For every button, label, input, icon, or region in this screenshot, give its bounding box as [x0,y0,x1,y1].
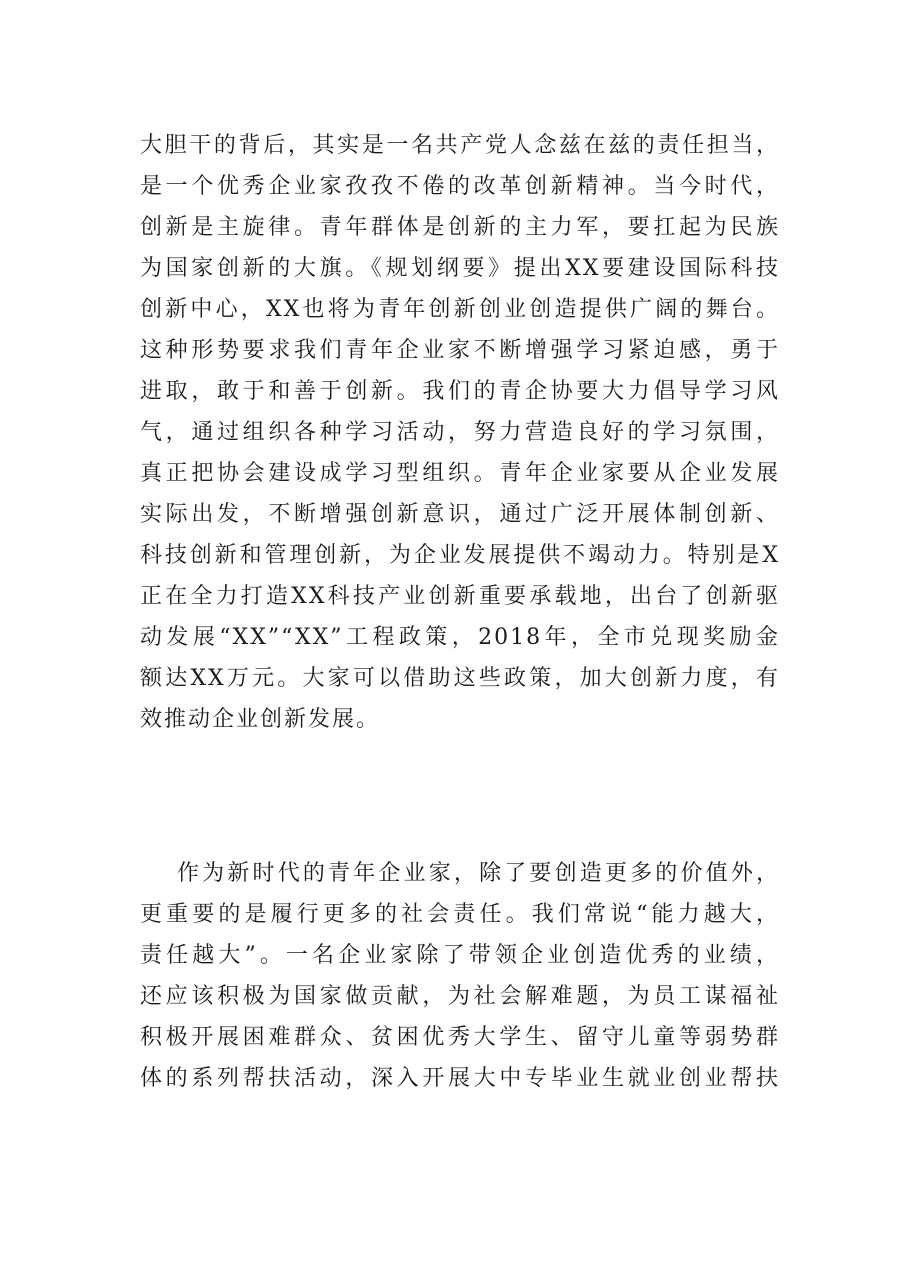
text-line: 实际出发，不断增强创新意识，通过广泛开展体制创新、 [140,502,780,527]
text-line: 体的系列帮扶活动，深入开展大中专毕业生就业创业帮扶 [140,1066,780,1091]
text-line: 动发展“XX”“XX”工程政策，2018年，全市兑现奖励金 [140,625,780,650]
text-line: 正在全力打造XX科技产业创新重要承载地，出台了创新驱 [140,584,780,609]
paragraph-social-responsibility [140,853,780,1099]
text-line: 更重要的是履行更多的社会责任。我们常说“能力越大， [140,902,780,927]
paragraph-innovation [140,125,780,740]
text-line: 还应该积极为国家做贡献，为社会解难题，为员工谋福祉 [140,984,780,1009]
text-line: 积极开展困难群众、贫困优秀大学生、留守儿童等弱势群 [140,1025,780,1050]
text-line: 进取，敢于和善于创新。我们的青企协要大力倡导学习风 [140,379,780,404]
text-line: 效推动企业创新发展。 [140,707,381,732]
text-line: 责任越大”。一名企业家除了带领企业创造优秀的业绩， [140,943,780,968]
text-line: 是一个优秀企业家孜孜不倦的改革创新精神。当今时代， [140,174,780,199]
text-line: 作为新时代的青年企业家，除了要创造更多的价值外， [177,861,780,886]
text-line: 大胆干的背后，其实是一名共产党人念兹在兹的责任担当， [140,133,780,158]
text-line: 科技创新和管理创新，为企业发展提供不竭动力。特别是X [140,543,780,568]
text-line: 额达XX万元。大家可以借助这些政策，加大创新力度，有 [140,666,780,691]
text-line: 真正把协会建设成学习型组织。青年企业家要从企业发展 [140,461,780,486]
text-line: 创新中心，XX也将为青年创新创业创造提供广阔的舞台。 [140,297,780,322]
text-line: 这种形势要求我们青年企业家不断增强学习紧迫感，勇于 [140,338,780,363]
text-line: 气，通过组织各种学习活动，努力营造良好的学习氛围， [140,420,780,445]
text-line: 为国家创新的大旗。《规划纲要》提出XX要建设国际科技 [140,256,780,281]
text-line: 创新是主旋律。青年群体是创新的主力军，要扛起为民族 [140,215,780,240]
